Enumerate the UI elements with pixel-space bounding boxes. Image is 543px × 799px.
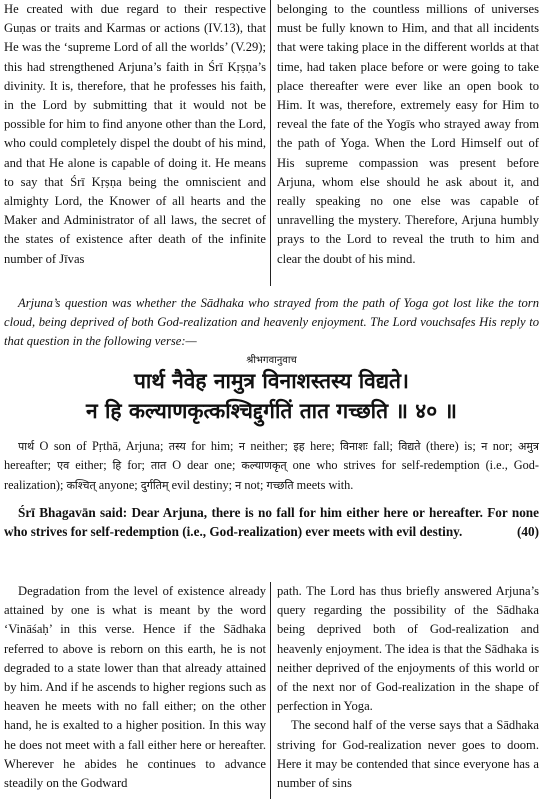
word-meaning: fall; [367,439,399,453]
sanskrit-word: गच्छति [266,478,294,492]
bottom-left-paragraph: Degradation from the level of existence already attained by one is what is meant by the word ‘Vināśaḥ’ in this verse. Hence if the Sādhaka referred to above is reborn on this earth, he is not degraded to a state lower than that already attained by him. And if he ascends to higher regions such as heaven he meets with no fall either; on the other hand, he is exalted to a higher position. In this way he does not meet with a fall either here or hereafter. Wherever he abides he continues to advance steadily on the Godward [4,584,266,791]
word-meaning: for him; [185,439,239,453]
bottom-right-paragraph-1: path. The Lord has thus briefly answered Arjuna’s query regarding the possibility of the Sādhaka being deprived both of God-realization and heavenly enjoyment. The idea is that the Sādhaka is neither deprived of the enjoyments of this world or of the next nor of God-realization in the shape of perfection in Yoga. [277,584,539,714]
sanskrit-word: अमुत्र [517,440,540,453]
top-two-column-text [4,0,539,269]
bottom-column-divider [270,582,271,799]
word-meaning: anyone; [95,477,141,492]
sanskrit-word: विनाशः [340,440,368,453]
word-meaning: here; [304,439,341,453]
word-meaning: one who strives for self-redemption (i.e., God-realization); [4,458,539,492]
translation-text: Śrī Bhagavān said: Dear Arjuna, there is no fall for him either here or hereafter. For none who strives for self-redemption (i.e., God-realization) ever meets with evil destiny. [4,505,539,540]
sanskrit-word: तात [150,459,167,473]
verse-translation [4,503,539,542]
word-meaning: evil destiny; [168,477,236,492]
word-meaning: not; [241,477,267,492]
sanskrit-word: न [481,440,488,453]
top-column-divider [270,0,271,286]
top-right-column [277,0,539,269]
word-meaning: for; [121,458,151,473]
bottom-right-paragraph-2: The second half of the verse says that a Sādhaka striving for God-realization never goes to doom. Here it may be contended that since everyone has a number of sins [277,718,539,791]
word-meanings-text [4,437,539,495]
word-meaning: O dear one; [166,458,242,473]
question-summary [4,294,539,351]
top-left-paragraph: He created with due regard to their respective Guṇas or traits and Karmas or actions (IV.13), that He was the ‘supreme Lord of all the worlds’ (V.29); this had strengthened Arjuna’s faith in Śrī Kṛṣṇa’s divinity. It is, therefore, that he professes his faith, in the Lord by submitting that it would not be possible for him to find anyone other than the Lord, who could completely dispel the doubt of his mind, and that He alone is capable of doing it. He means to say that Śrī Kṛṣṇa being the omniscient and almighty Lord, the Knower of all hearts and the Maker and Administrator of all laws, the secret of the states of existence after death of the infinite number of Jīvas [4,2,266,266]
sanskrit-word: इह [293,440,305,453]
sanskrit-word: पार्थ [18,440,35,453]
word-meaning: nor; [487,439,518,453]
word-meaning: hereafter; [4,458,58,473]
sanskrit-word: कल्याणकृत् [241,459,287,473]
word-meaning: either; [69,458,113,473]
word-meaning: meets with. [293,477,354,492]
verse-number: (40) [517,524,539,540]
word-meaning: (there) is; [420,439,482,453]
question-summary-text: Arjuna’s question was whether the Sādhaka who strayed from the path of Yoga got lost like the torn cloud, being deprived of both God-realization and heavenly enjoyment. The Lord vouchsafes His reply to that question in the following verse:— [4,296,539,348]
top-right-paragraph: belonging to the countless millions of universes must be fully known to Him, and that all incidents that were taking place in the different worlds at that time, had taken place before or were going to take place thereafter were ever like an open book to Him. It was, therefore, extremely easy for Him to reveal the fate of the Yogīs who strayed away from the path of Yoga. When the Lord Himself out of His supreme compassion was present before Arjuna, whom else should he ask about it, and really speaking no one else was capable of unravelling the mystery. Therefore, Arjuna humbly prays to the Lord to reveal the truth to him and clear the doubt of his mind. [277,2,539,266]
sanskrit-word: एव [57,459,70,473]
sanskrit-word: न [238,440,245,453]
word-meaning: O son of Pṛthā, Arjuna; [34,439,169,453]
sanskrit-word: कश्चित् [66,478,96,492]
bottom-left-column [4,582,266,793]
verse-line-1: पार्थ नैवेह नामुत्र विनाशस्तस्य विद्यते। [133,369,409,393]
word-meaning: neither; [245,439,294,453]
sanskrit-word: तस्य [168,440,186,453]
bottom-two-column-text [4,582,539,793]
verse-speaker: श्रीभगवानुवाच [246,355,297,366]
word-meanings [4,437,539,495]
top-left-column [4,0,266,269]
sanskrit-word: न [235,478,242,492]
bottom-right-column [277,582,539,793]
sanskrit-word: विद्यते [398,440,421,453]
sanskrit-word: हि [112,459,122,473]
sanskrit-word: दुर्गतिम् [140,478,169,492]
verse-line-2: न हि कल्याणकृत्कश्चिद्दुर्गतिं तात गच्छति ॥ ४० ॥ [85,399,458,423]
